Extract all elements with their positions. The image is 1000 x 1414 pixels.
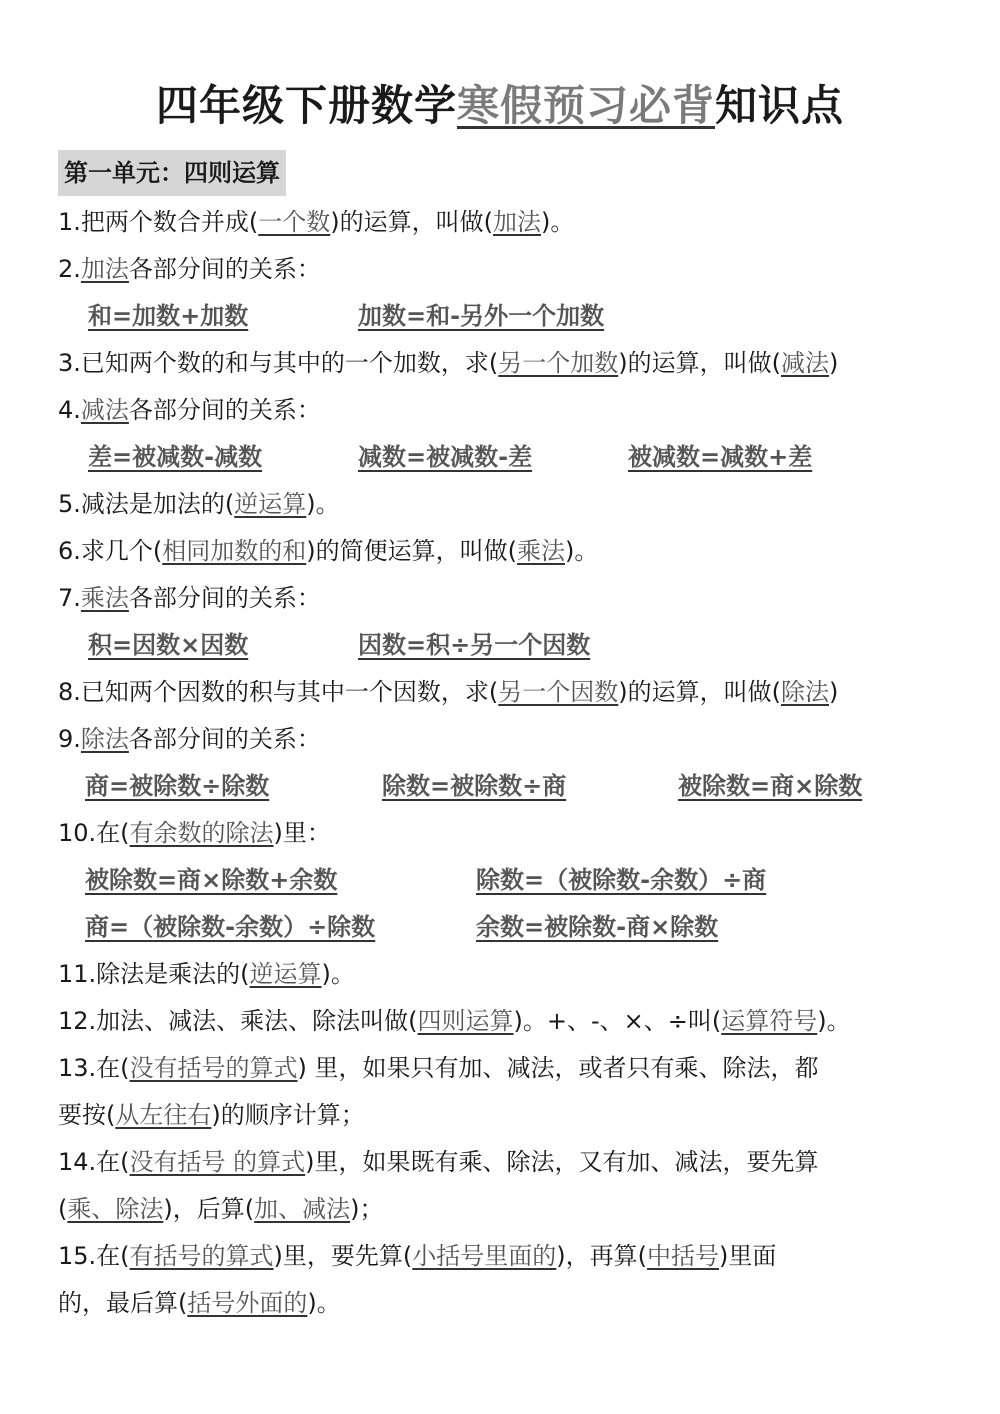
- item-text: (: [58, 1195, 68, 1223]
- formula: 商=（被除数-余数）÷除数: [85, 913, 376, 941]
- item-14-cont: [58, 1189, 383, 1229]
- item-text: ): [829, 349, 839, 377]
- item-text: )里面: [719, 1242, 777, 1270]
- item-4: [58, 390, 321, 430]
- answer: 加法: [80, 255, 129, 283]
- answer: 逆运算: [249, 960, 322, 988]
- item-text: )，后算(: [163, 1195, 255, 1223]
- item-text: 的，最后算(: [58, 1289, 188, 1317]
- answer: 中括号: [647, 1242, 719, 1270]
- answer: 没有括号 的算式: [129, 1148, 306, 1176]
- item-text: )。: [565, 537, 599, 565]
- item-text: 14.在(: [58, 1148, 130, 1176]
- item-text: 各部分间的关系：: [128, 255, 321, 283]
- item-text: 各部分间的关系：: [128, 584, 321, 612]
- item-9: [58, 719, 321, 759]
- formula: 被除数=商×除数: [678, 772, 863, 800]
- item-2: [58, 249, 321, 289]
- item-text: 4.: [58, 396, 81, 424]
- item-text: )的运算，叫做(: [618, 678, 781, 706]
- formula: 除数=（被除数-余数）÷商: [476, 866, 767, 894]
- answer: 乘、除法: [67, 1195, 164, 1223]
- formula: 因数=积÷另一个因数: [358, 631, 591, 659]
- item-text: )的运算，叫做(: [618, 349, 781, 377]
- item-text: )。: [306, 490, 340, 518]
- answer: 加、减法: [254, 1195, 351, 1223]
- answer: 从左往右: [115, 1101, 212, 1129]
- answer: 运算符号: [721, 1007, 818, 1035]
- item-12: [58, 1001, 851, 1041]
- answer: 另一个因数: [498, 678, 619, 706]
- item-15-cont: [58, 1283, 341, 1323]
- item-15: [58, 1236, 776, 1276]
- answer: 加法: [493, 208, 541, 236]
- item-text: 13.在(: [58, 1054, 130, 1082]
- item-text: )里，如果既有乘、除法，又有加、减法，要先算: [305, 1148, 819, 1176]
- title-highlight: 寒假预习必背: [456, 81, 715, 130]
- item-11: [58, 954, 355, 994]
- formula: 被减数=减数+差: [628, 443, 813, 471]
- answer: 相同加数的和: [162, 537, 307, 565]
- item-text: 3.已知两个数的和与其中的一个加数，求(: [58, 349, 499, 377]
- item-text: 各部分间的关系：: [128, 725, 321, 753]
- title-part-3: 知识点: [715, 81, 845, 130]
- item-text: )；: [350, 1195, 384, 1223]
- formula: 余数=被除数-商×除数: [476, 913, 719, 941]
- item-text: 各部分间的关系：: [128, 396, 321, 424]
- answer: 减法: [781, 349, 829, 377]
- item-8: [58, 672, 838, 712]
- item-6: [58, 531, 598, 571]
- answer: 一个数: [258, 208, 331, 236]
- item-text: 6.求几个(: [58, 537, 163, 565]
- item-text: 12.加法、减法、乘法、除法叫做(: [58, 1007, 418, 1035]
- answer: 乘法: [80, 584, 129, 612]
- answer: 另一个加数: [498, 349, 619, 377]
- answer: 除法: [781, 678, 829, 706]
- page-title: [0, 78, 1000, 134]
- item-text: )。: [541, 208, 575, 236]
- item-text: 5.减法是加法的(: [58, 490, 235, 518]
- item-text: )的运算，叫做(: [330, 208, 493, 236]
- item-text: )，再算(: [556, 1242, 647, 1270]
- item-text: 15.在(: [58, 1242, 130, 1270]
- formula: 积=因数×因数: [88, 631, 249, 659]
- formula: 商=被除数÷除数: [85, 772, 270, 800]
- answer: 有余数的除法: [129, 819, 274, 847]
- item-text: ) 里，如果只有加、减法，或者只有乘、除法，都: [297, 1054, 819, 1082]
- answer: 四则运算: [417, 1007, 514, 1035]
- item-text: 2.: [58, 255, 81, 283]
- title-part-1: 四年级下册数学: [155, 81, 457, 130]
- item-14: [58, 1142, 819, 1182]
- item-1: [58, 202, 574, 242]
- answer: 括号外面的: [187, 1289, 308, 1317]
- item-text: 10.在(: [58, 819, 130, 847]
- item-text: )。: [321, 960, 355, 988]
- item-text: 9.: [58, 725, 81, 753]
- item-13-cont: [58, 1095, 365, 1135]
- formula: 加数=和-另外一个加数: [358, 302, 605, 330]
- item-text: 要按(: [58, 1101, 116, 1129]
- answer: 减法: [80, 396, 129, 424]
- item-3: [58, 343, 838, 383]
- formula: 减数=被减数-差: [358, 443, 533, 471]
- answer: 逆运算: [234, 490, 307, 518]
- item-text: )。+、-、×、÷叫(: [513, 1007, 722, 1035]
- answer: 有括号的算式: [129, 1242, 274, 1270]
- formula: 除数=被除数÷商: [382, 772, 567, 800]
- item-text: )。: [307, 1289, 341, 1317]
- item-text: 8.已知两个因数的积与其中一个因数，求(: [58, 678, 499, 706]
- formula: 被除数=商×除数+余数: [85, 866, 338, 894]
- answer: 没有括号的算式: [129, 1054, 298, 1082]
- item-text: 11.除法是乘法的(: [58, 960, 250, 988]
- item-13: [58, 1048, 819, 1088]
- answer: 小括号里面的: [412, 1242, 557, 1270]
- item-10: [58, 813, 331, 853]
- answer: 乘法: [517, 537, 565, 565]
- formula: 差=被减数-减数: [88, 443, 263, 471]
- item-text: ): [829, 678, 839, 706]
- answer: 除法: [80, 725, 129, 753]
- item-5: [58, 484, 340, 524]
- item-text: 1.把两个数合并成(: [58, 208, 259, 236]
- item-text: )的简便运算，叫做(: [306, 537, 517, 565]
- item-7: [58, 578, 321, 618]
- formula: 和=加数+加数: [88, 302, 249, 330]
- section-heading: 第一单元：四则运算: [58, 150, 286, 196]
- item-text: )。: [817, 1007, 851, 1035]
- item-text: 7.: [58, 584, 81, 612]
- item-text: )里：: [273, 819, 331, 847]
- item-text: )里，要先算(: [273, 1242, 413, 1270]
- item-text: )的顺序计算；: [211, 1101, 365, 1129]
